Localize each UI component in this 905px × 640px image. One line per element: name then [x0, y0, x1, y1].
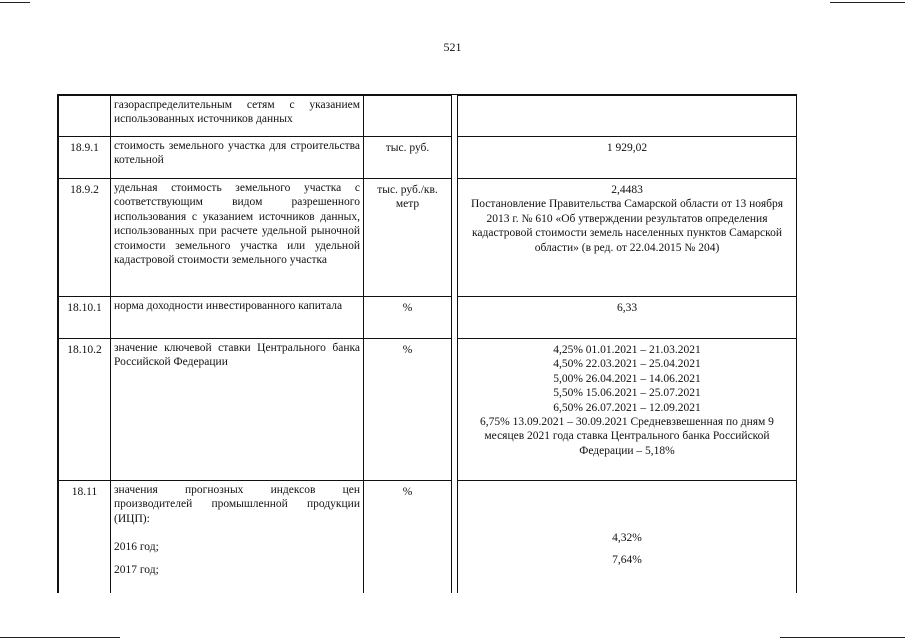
- value-line: 2,4483: [611, 184, 643, 196]
- value-line: 4,50% 22.03.2021 – 25.04.2021: [553, 358, 701, 371]
- table-row: [59, 297, 797, 339]
- row-unit: [364, 96, 452, 137]
- row-code: 18.11: [59, 481, 111, 594]
- table-row: [59, 339, 797, 481]
- row-unit: тыс. руб.: [364, 137, 452, 179]
- row-description: значение ключевой ставки Центрального банка Российской Федерации: [111, 339, 364, 481]
- row-code: 18.10.1: [59, 297, 111, 339]
- scan-edge-line: [0, 2, 30, 3]
- row-description: [111, 481, 364, 594]
- value-spacer: [461, 485, 793, 531]
- data-table-frame: [57, 94, 797, 593]
- sub-item-label: 2016 год;: [114, 541, 159, 554]
- sub-item-value: 7,64%: [612, 554, 642, 567]
- row-description: стоимость земельного участка для строительства котельной: [111, 137, 364, 179]
- row-value: [458, 481, 797, 594]
- row-description: норма доходности инвестированного капитала: [111, 297, 364, 339]
- scan-edge-line: [0, 637, 120, 638]
- data-table: [58, 95, 797, 593]
- value-line: 5,50% 15.06.2021 – 25.07.2021: [553, 387, 701, 400]
- row-unit: тыс. руб./кв. метр: [364, 179, 452, 297]
- row-code: 18.9.1: [59, 137, 111, 179]
- row-unit: %: [364, 481, 452, 594]
- table-row: [59, 481, 797, 594]
- row-description-text: значения прогнозных индексов цен производителей промышленной продукции (ИЦП):: [114, 484, 360, 525]
- table-row: [59, 179, 797, 297]
- row-description: газораспределительным сетям с указанием использованных источников данных: [111, 96, 364, 137]
- row-code: [59, 96, 111, 137]
- value-line: Постановление Правительства Самарской области от 13 ноября 2013 г. № 610 «Об утверждении результатов определения кадастровой стоимости земель населенных пунктов Самарской области» (в ред. от 22.04.2015 № 204): [470, 198, 784, 254]
- value-line: 6,75% 13.09.2021 – 30.09.2021 Средневзвешенная по дням 9 месяцев 2021 года ставка Центрального банка Российской Федерации – 5,18%: [480, 416, 774, 457]
- row-unit: %: [364, 297, 452, 339]
- scan-edge-line: [830, 2, 905, 3]
- row-value: 1 929,02: [458, 137, 797, 179]
- table-row: [59, 137, 797, 179]
- value-line: 6,50% 26.07.2021 – 12.09.2021: [553, 401, 701, 414]
- row-value: [458, 179, 797, 297]
- row-description: удельная стоимость земельного участка с соответствующим видом разрешенного использования с указанием источников данных, использованных при расчете удельной рыночной стоимости земельного участка или удельной кадастровой стоимости земельного участка: [111, 179, 364, 297]
- row-value: [458, 339, 797, 481]
- sub-item-value: 4,32%: [612, 532, 642, 544]
- row-code: 18.10.2: [59, 339, 111, 481]
- scan-edge-line: [780, 637, 905, 638]
- row-value: 6,33: [458, 297, 797, 339]
- sub-item-label: 2017 год;: [114, 563, 159, 576]
- row-code: 18.9.2: [59, 179, 111, 297]
- page-number: 521: [443, 40, 462, 54]
- row-value: [458, 96, 797, 137]
- value-line: 4,25% 01.01.2021 – 21.03.2021: [553, 344, 701, 356]
- table-row: [59, 96, 797, 137]
- row-unit: %: [364, 339, 452, 481]
- value-line: 5,00% 26.04.2021 – 14.06.2021: [553, 372, 701, 385]
